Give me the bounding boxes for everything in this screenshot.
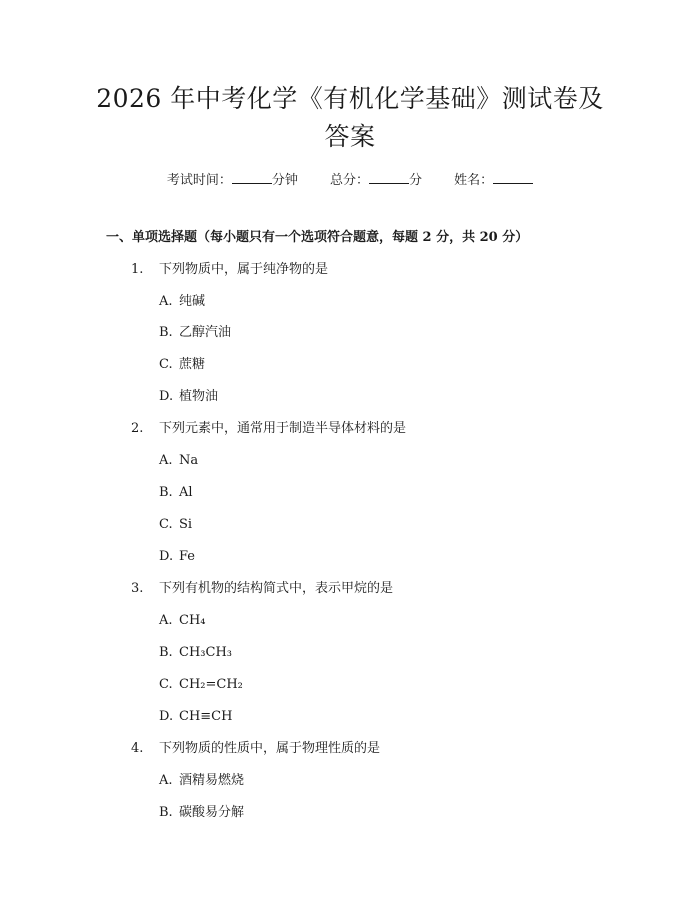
question-number: 2.	[131, 421, 144, 436]
section-heading: 一、单项选择题（每小题只有一个选项符合题意，每题 2 分，共 20 分）	[106, 230, 529, 245]
option-text: 植物油	[179, 389, 219, 404]
option-letter: D.	[159, 709, 174, 724]
option-text: Na	[179, 453, 199, 468]
option-letter: A.	[159, 613, 173, 628]
question-text: 下列物质的性质中，属于物理性质的是	[159, 741, 381, 756]
option-text: CH₃CH₃	[179, 645, 232, 660]
title-line-2: 答案	[324, 122, 376, 151]
option	[159, 292, 205, 312]
page-title	[80, 80, 620, 156]
option	[159, 387, 218, 407]
option	[159, 355, 205, 375]
name-field	[454, 173, 533, 188]
option	[159, 515, 192, 535]
question-text: 下列物质中，属于纯净物的是	[159, 262, 329, 277]
time-unit: 分钟	[271, 173, 298, 188]
option	[159, 451, 198, 471]
option-text: Al	[179, 485, 193, 500]
option	[159, 547, 195, 567]
option-text: 纯碱	[179, 294, 206, 309]
score-unit: 分	[409, 173, 423, 188]
option-letter: B.	[159, 645, 173, 660]
option	[159, 483, 193, 503]
option-letter: C.	[159, 357, 173, 372]
option-letter: D.	[159, 549, 174, 564]
question-number: 3.	[131, 581, 144, 596]
option	[159, 803, 244, 823]
name-blank[interactable]	[493, 170, 533, 184]
option-letter: C.	[159, 517, 173, 532]
question-number: 4.	[131, 741, 144, 756]
option-letter: A.	[159, 773, 173, 788]
option-letter: A.	[159, 453, 173, 468]
option-letter: B.	[159, 805, 173, 820]
option-text: CH≡CH	[179, 709, 233, 724]
score-blank[interactable]	[369, 170, 409, 184]
title-line-1: 2026 年中考化学《有机化学基础》测试卷及	[96, 84, 604, 113]
option-text: 蔗糖	[179, 357, 206, 372]
option-letter: D.	[159, 389, 174, 404]
option	[159, 611, 206, 631]
option-letter: B.	[159, 325, 173, 340]
score-field	[330, 173, 422, 188]
score-label: 总分：	[329, 173, 369, 188]
time-label: 考试时间：	[166, 173, 232, 188]
option-text: Fe	[179, 549, 196, 564]
option	[159, 771, 244, 791]
option-letter: C.	[159, 677, 173, 692]
time-field	[167, 173, 298, 188]
option	[159, 323, 231, 343]
option-text: 碳酸易分解	[179, 805, 245, 820]
option-text: CH₂=CH₂	[179, 677, 243, 692]
option	[159, 707, 232, 727]
option-text: 酒精易燃烧	[179, 773, 245, 788]
exam-meta	[0, 170, 700, 190]
option-text: Si	[179, 517, 193, 532]
option-letter: A.	[159, 294, 173, 309]
question-text: 下列有机物的结构简式中，表示甲烷的是	[159, 581, 394, 596]
option-text: CH₄	[179, 613, 206, 628]
option-letter: B.	[159, 485, 173, 500]
question-text: 下列元素中，通常用于制造半导体材料的是	[159, 421, 407, 436]
option	[159, 675, 243, 695]
time-blank[interactable]	[232, 170, 272, 184]
option-text: 乙醇汽油	[179, 325, 232, 340]
option	[159, 643, 232, 663]
question-number: 1.	[131, 262, 144, 277]
name-label: 姓名：	[454, 173, 494, 188]
